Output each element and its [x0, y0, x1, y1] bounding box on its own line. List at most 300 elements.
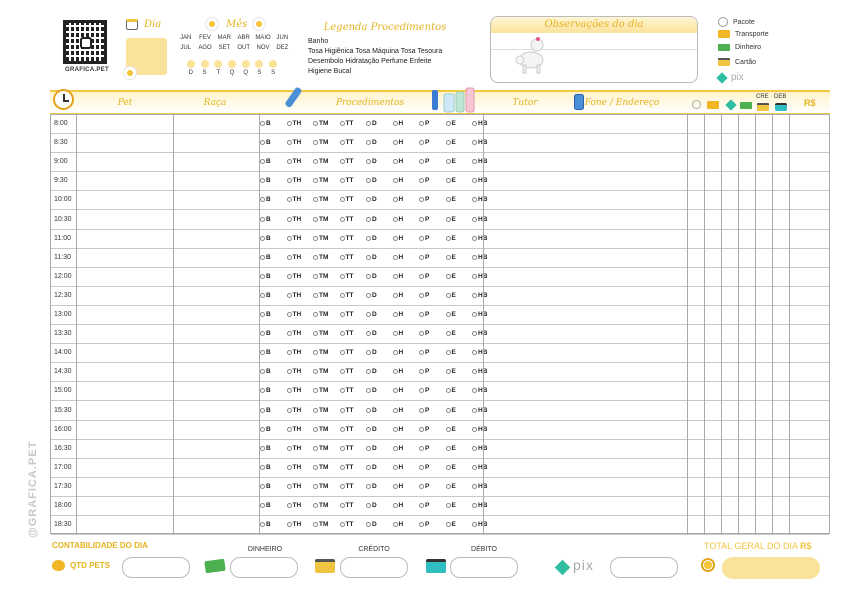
table-row [51, 153, 829, 172]
procedure-radio[interactable] [419, 254, 446, 261]
radio-icon [260, 140, 265, 145]
procedure-radio[interactable] [446, 368, 473, 375]
radio-icon [366, 274, 371, 279]
procedure-radio[interactable] [366, 216, 393, 223]
procedure-radio[interactable] [287, 368, 314, 375]
brand-label: GRAFICA.PET [65, 67, 109, 73]
procedure-radio[interactable] [313, 254, 340, 261]
procedure-radio[interactable] [393, 292, 420, 299]
procedure-label: TT [345, 177, 354, 185]
table-row [51, 440, 829, 459]
radio-icon [446, 503, 451, 508]
radio-icon [313, 312, 318, 317]
procedure-label: H [398, 177, 404, 185]
procedure-radio[interactable] [313, 349, 340, 356]
procedure-radio[interactable] [393, 177, 420, 184]
procedure-radio[interactable] [446, 273, 473, 280]
procedure-radio[interactable] [393, 330, 420, 337]
weekday-option[interactable] [184, 60, 198, 76]
procedure-radio[interactable] [313, 407, 340, 414]
procedure-label: H [398, 368, 404, 376]
procedure-label: TM [319, 234, 329, 242]
procedure-radio[interactable] [446, 254, 473, 261]
table-row [51, 344, 829, 363]
procedure-radio[interactable] [366, 387, 393, 394]
procedure-radio[interactable] [260, 426, 287, 433]
procedure-radio[interactable] [419, 445, 446, 452]
procedure-radio[interactable] [446, 445, 473, 452]
procedure-radio[interactable] [472, 483, 492, 490]
procedure-radio[interactable] [313, 120, 340, 127]
procedure-label: TH [292, 158, 302, 166]
procedure-radio[interactable] [446, 196, 473, 203]
procedure-radio[interactable] [313, 387, 340, 394]
procedure-label: TM [319, 291, 329, 299]
procedure-radio[interactable] [287, 158, 314, 165]
procedure-label: E [451, 444, 456, 452]
month-option[interactable]: MAR [217, 35, 231, 41]
procedure-radio[interactable] [393, 273, 420, 280]
procedure-label: E [451, 215, 456, 223]
procedure-radio[interactable] [287, 196, 314, 203]
procedure-radio[interactable] [393, 483, 420, 490]
month-option[interactable]: JUN [276, 35, 289, 41]
procedure-radio[interactable] [419, 407, 446, 414]
procedure-radio[interactable] [446, 120, 473, 127]
procedure-radio[interactable] [340, 483, 367, 490]
time-label: 18:00 [54, 502, 72, 509]
procedure-radio[interactable] [446, 349, 473, 356]
total-field[interactable] [722, 557, 820, 579]
procedure-label: TM [319, 482, 329, 490]
procedure-radio[interactable] [340, 426, 367, 433]
procedure-radio[interactable] [340, 177, 367, 184]
procedure-radio[interactable] [393, 196, 420, 203]
procedure-radio[interactable] [260, 158, 287, 165]
procedure-radio[interactable] [260, 273, 287, 280]
procedure-options [260, 273, 492, 280]
procedure-radio[interactable] [366, 445, 393, 452]
procedure-radio[interactable] [287, 349, 314, 356]
procedure-radio[interactable] [313, 235, 340, 242]
procedure-radio[interactable] [366, 407, 393, 414]
procedure-radio[interactable] [340, 273, 367, 280]
procedure-radio[interactable] [419, 368, 446, 375]
procedure-radio[interactable] [366, 273, 393, 280]
procedure-radio[interactable] [313, 139, 340, 146]
weekday-option[interactable] [239, 60, 253, 76]
procedure-radio[interactable] [472, 235, 492, 242]
procedure-radio[interactable] [472, 521, 492, 528]
procedure-radio[interactable] [446, 426, 473, 433]
procedure-radio[interactable] [472, 407, 492, 414]
radio-icon [287, 484, 292, 489]
weekday-option[interactable] [211, 60, 225, 76]
procedure-radio[interactable] [446, 407, 473, 414]
procedure-radio[interactable] [260, 387, 287, 394]
procedure-radio[interactable] [260, 292, 287, 299]
procedure-radio[interactable] [287, 521, 314, 528]
radio-icon [393, 140, 398, 145]
procedure-label: TT [345, 253, 354, 261]
procedure-radio[interactable] [366, 139, 393, 146]
procedure-radio[interactable] [366, 349, 393, 356]
procedure-radio[interactable] [287, 139, 314, 146]
procedure-radio[interactable] [313, 273, 340, 280]
procedure-radio[interactable] [393, 254, 420, 261]
procedure-radio[interactable] [472, 273, 492, 280]
procedure-radio[interactable] [472, 177, 492, 184]
procedure-radio[interactable] [260, 216, 287, 223]
procedure-radio[interactable] [287, 235, 314, 242]
procedure-radio[interactable] [472, 330, 492, 337]
procedure-radio[interactable] [419, 139, 446, 146]
dinheiro-field[interactable] [230, 557, 298, 578]
credito-field[interactable] [340, 557, 408, 578]
radio-icon [313, 274, 318, 279]
procedure-radio[interactable] [393, 216, 420, 223]
procedure-label: H [398, 311, 404, 318]
procedure-radio[interactable] [472, 426, 492, 433]
procedure-radio[interactable] [472, 464, 492, 471]
procedure-radio[interactable] [366, 311, 393, 318]
procedure-label: D [372, 406, 377, 414]
procedure-radio[interactable] [366, 292, 393, 299]
month-option[interactable]: FEV [199, 35, 211, 41]
procedure-radio[interactable] [287, 407, 314, 414]
procedure-radio[interactable] [260, 521, 287, 528]
weekday-label: Q [243, 70, 249, 76]
radio-icon [472, 274, 477, 279]
money-icon [718, 44, 730, 51]
procedure-radio[interactable] [313, 158, 340, 165]
procedure-options [260, 521, 492, 528]
procedure-radio[interactable] [260, 311, 287, 318]
procedure-radio[interactable] [419, 273, 446, 280]
procedure-radio[interactable] [472, 216, 492, 223]
procedure-radio[interactable] [260, 177, 287, 184]
procedure-radio[interactable] [287, 330, 314, 337]
procedure-radio[interactable] [260, 330, 287, 337]
procedure-radio[interactable] [313, 521, 340, 528]
procedure-radio[interactable] [366, 464, 393, 471]
header-tutor: Tutor [512, 98, 538, 108]
month-option[interactable]: MAIO [255, 35, 271, 41]
radio-icon [446, 293, 451, 298]
procedure-radio[interactable] [419, 120, 446, 127]
procedure-radio[interactable] [260, 464, 287, 471]
procedure-radio[interactable] [287, 120, 314, 127]
procedure-radio[interactable] [366, 235, 393, 242]
radio-icon [287, 331, 292, 336]
procedure-radio[interactable] [260, 368, 287, 375]
procedure-radio[interactable] [313, 177, 340, 184]
radio-icon [366, 408, 371, 413]
procedure-radio[interactable] [313, 445, 340, 452]
procedure-options [260, 387, 492, 394]
radio-icon [419, 484, 424, 489]
radio-icon [313, 255, 318, 260]
procedure-radio[interactable] [340, 311, 367, 318]
procedure-radio[interactable] [287, 387, 314, 394]
procedure-radio[interactable] [419, 330, 446, 337]
procedure-radio[interactable] [393, 349, 420, 356]
procedure-radio[interactable] [340, 368, 367, 375]
time-label: 17:30 [54, 482, 72, 490]
procedure-radio[interactable] [419, 464, 446, 471]
radio-icon [287, 197, 292, 202]
procedure-radio[interactable] [366, 254, 393, 261]
procedure-radio[interactable] [472, 311, 492, 318]
procedure-radio[interactable] [340, 387, 367, 394]
procedure-radio[interactable] [313, 483, 340, 490]
procedure-radio[interactable] [366, 158, 393, 165]
time-label: 8:30 [54, 139, 68, 147]
procedure-radio[interactable] [260, 139, 287, 146]
radio-icon [472, 369, 477, 374]
procedure-label: TT [345, 139, 354, 147]
table-row [51, 306, 829, 325]
procedure-radio[interactable] [287, 502, 314, 509]
procedure-radio[interactable] [313, 464, 340, 471]
procedure-radio[interactable] [313, 292, 340, 299]
procedure-radio[interactable] [340, 139, 367, 146]
procedure-radio[interactable] [287, 445, 314, 452]
weekday-option[interactable] [266, 60, 280, 76]
debito-field[interactable] [450, 557, 518, 578]
procedure-radio[interactable] [287, 464, 314, 471]
procedure-radio[interactable] [287, 216, 314, 223]
time-label: 17:00 [54, 463, 72, 471]
procedure-radio[interactable] [287, 311, 314, 318]
radio-icon [366, 503, 371, 508]
radio-icon [419, 388, 424, 393]
month-option[interactable]: JUL [180, 45, 191, 51]
procedure-radio[interactable] [446, 521, 473, 528]
procedure-radio[interactable] [313, 368, 340, 375]
procedure-radio[interactable] [393, 426, 420, 433]
procedure-radio[interactable] [260, 407, 287, 414]
procedure-radio[interactable] [419, 387, 446, 394]
procedure-radio[interactable] [446, 235, 473, 242]
procedure-radio[interactable] [366, 330, 393, 337]
radio-icon [446, 140, 451, 145]
procedure-radio[interactable] [419, 177, 446, 184]
procedure-radio[interactable] [366, 177, 393, 184]
procedure-radio[interactable] [260, 502, 287, 509]
procedure-radio[interactable] [446, 464, 473, 471]
procedure-radio[interactable] [393, 311, 420, 318]
procedure-radio[interactable] [287, 292, 314, 299]
procedure-radio[interactable] [472, 139, 492, 146]
procedure-radio[interactable] [393, 387, 420, 394]
procedure-label: H [398, 482, 404, 490]
radio-icon [340, 236, 345, 241]
procedure-radio[interactable] [260, 349, 287, 356]
procedure-radio[interactable] [340, 120, 367, 127]
procedure-radio[interactable] [313, 196, 340, 203]
procedure-label: H [398, 463, 404, 471]
procedure-radio[interactable] [340, 196, 367, 203]
procedure-radio[interactable] [260, 254, 287, 261]
procedure-radio[interactable] [472, 254, 492, 261]
month-list [176, 35, 292, 51]
procedure-radio[interactable] [419, 521, 446, 528]
procedure-radio[interactable] [393, 139, 420, 146]
weekday-label: S [257, 70, 262, 76]
procedure-radio[interactable] [393, 120, 420, 127]
procedure-label: HB [478, 444, 488, 452]
procedure-radio[interactable] [446, 177, 473, 184]
procedure-radio[interactable] [287, 483, 314, 490]
procedure-radio[interactable] [393, 407, 420, 414]
month-option[interactable]: JAN [179, 35, 192, 41]
procedure-radio[interactable] [419, 483, 446, 490]
radio-icon [472, 178, 477, 183]
procedure-radio[interactable] [366, 196, 393, 203]
procedure-radio[interactable] [393, 368, 420, 375]
weekday-option[interactable] [253, 60, 267, 76]
radio-icon [446, 408, 451, 413]
table-row [51, 172, 829, 191]
procedure-radio[interactable] [340, 445, 367, 452]
procedure-radio[interactable] [472, 445, 492, 452]
procedure-radio[interactable] [446, 483, 473, 490]
radio-icon [419, 522, 424, 527]
procedure-label: E [451, 502, 456, 509]
table-row [51, 249, 829, 268]
procedure-radio[interactable] [260, 445, 287, 452]
procedure-radio[interactable] [340, 254, 367, 261]
procedure-radio[interactable] [472, 158, 492, 165]
radio-icon [393, 274, 398, 279]
procedure-radio[interactable] [446, 292, 473, 299]
radio-icon [472, 159, 477, 164]
procedure-radio[interactable] [313, 426, 340, 433]
radio-icon [393, 522, 398, 527]
procedure-label: TT [345, 234, 354, 242]
procedure-radio[interactable] [393, 521, 420, 528]
procedure-radio[interactable] [366, 120, 393, 127]
procedure-radio[interactable] [287, 273, 314, 280]
radio-icon [393, 293, 398, 298]
procedure-radio[interactable] [340, 407, 367, 414]
procedure-radio[interactable] [472, 387, 492, 394]
procedure-label: P [425, 406, 430, 414]
procedure-radio[interactable] [260, 120, 287, 127]
procedure-radio[interactable] [419, 426, 446, 433]
procedure-radio[interactable] [393, 445, 420, 452]
procedure-radio[interactable] [393, 502, 420, 509]
procedure-radio[interactable] [419, 292, 446, 299]
procedure-radio[interactable] [366, 502, 393, 509]
month-option[interactable]: DEZ [276, 45, 289, 51]
procedure-radio[interactable] [366, 483, 393, 490]
procedure-radio[interactable] [472, 120, 492, 127]
procedure-radio[interactable] [446, 158, 473, 165]
procedure-radio[interactable] [366, 426, 393, 433]
procedure-radio[interactable] [472, 292, 492, 299]
procedure-radio[interactable] [446, 502, 473, 509]
month-option[interactable]: OUT [237, 45, 250, 51]
procedure-radio[interactable] [340, 502, 367, 509]
month-option[interactable]: NOV [256, 45, 270, 51]
procedure-label: B [266, 311, 271, 318]
procedure-radio[interactable] [287, 254, 314, 261]
qtd-pets-field[interactable] [122, 557, 190, 578]
procedure-radio[interactable] [419, 502, 446, 509]
procedure-radio[interactable] [419, 311, 446, 318]
procedure-radio[interactable] [419, 349, 446, 356]
procedure-radio[interactable] [313, 330, 340, 337]
procedure-radio[interactable] [287, 177, 314, 184]
procedure-radio[interactable] [472, 349, 492, 356]
procedure-radio[interactable] [446, 387, 473, 394]
circle-icon [718, 17, 728, 27]
procedure-radio[interactable] [340, 349, 367, 356]
procedure-radio[interactable] [393, 158, 420, 165]
procedure-radio[interactable] [260, 196, 287, 203]
pix-field[interactable] [610, 557, 678, 578]
procedure-radio[interactable] [340, 292, 367, 299]
procedure-radio[interactable] [446, 216, 473, 223]
procedure-radio[interactable] [340, 235, 367, 242]
month-option[interactable]: SET [218, 45, 231, 51]
procedure-radio[interactable] [340, 521, 367, 528]
procedure-radio[interactable] [366, 521, 393, 528]
procedure-label: TH [292, 425, 302, 433]
procedure-radio[interactable] [313, 502, 340, 509]
procedure-label: TM [319, 177, 329, 185]
procedure-radio[interactable] [393, 235, 420, 242]
table-row [51, 459, 829, 478]
procedure-radio[interactable] [393, 464, 420, 471]
radio-icon [260, 522, 265, 527]
procedure-radio[interactable] [472, 368, 492, 375]
procedure-radio[interactable] [313, 311, 340, 318]
procedure-radio[interactable] [446, 330, 473, 337]
procedure-radio[interactable] [419, 196, 446, 203]
procedure-radio[interactable] [419, 158, 446, 165]
month-option[interactable]: ABR [237, 35, 250, 41]
procedure-radio[interactable] [340, 330, 367, 337]
month-option[interactable]: AGO [198, 45, 212, 51]
radio-icon [419, 121, 424, 126]
procedure-radio[interactable] [419, 216, 446, 223]
procedure-radio[interactable] [340, 216, 367, 223]
procedure-radio[interactable] [260, 235, 287, 242]
observacoes-box[interactable] [490, 16, 698, 83]
procedure-radio[interactable] [472, 196, 492, 203]
weekday-option[interactable] [198, 60, 212, 76]
procedure-label: HB [478, 253, 488, 261]
procedure-radio[interactable] [419, 235, 446, 242]
procedure-label: E [451, 196, 456, 204]
procedure-radio[interactable] [340, 464, 367, 471]
procedure-radio[interactable] [472, 502, 492, 509]
weekday-option[interactable] [225, 60, 239, 76]
procedure-label: H [398, 521, 404, 529]
procedure-radio[interactable] [446, 139, 473, 146]
procedure-radio[interactable] [446, 311, 473, 318]
procedure-radio[interactable] [260, 483, 287, 490]
procedure-radio[interactable] [366, 368, 393, 375]
procedure-radio[interactable] [313, 216, 340, 223]
radio-icon [472, 350, 477, 355]
radio-icon [393, 427, 398, 432]
procedure-radio[interactable] [287, 426, 314, 433]
procedure-radio[interactable] [340, 158, 367, 165]
